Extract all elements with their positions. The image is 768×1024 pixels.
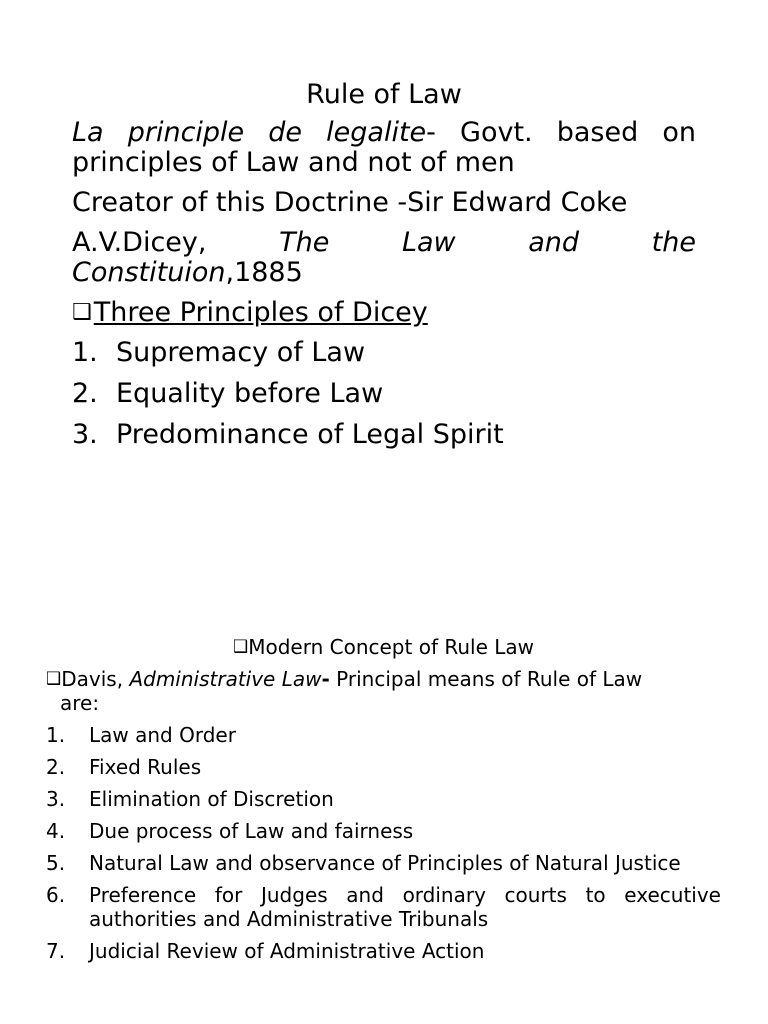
list-item <box>72 379 696 409</box>
book-word: The <box>279 227 330 258</box>
item-text: Preference for Judges and ordinary courts to executive authorities and Administrative Tribunals <box>89 883 721 931</box>
item-text: Natural Law and observance of Principles of Natural Justice <box>89 851 681 875</box>
item-number: 6. <box>46 883 66 907</box>
item-text: Due process of Law and fairness <box>89 819 414 843</box>
item-text: Elimination of Discretion <box>89 787 334 811</box>
dicey-line-1 <box>72 228 696 258</box>
list-item <box>46 851 721 875</box>
item-text: Equality before Law <box>116 378 384 409</box>
item-text: Supremacy of Law <box>116 337 366 368</box>
item-number: 7. <box>46 939 66 963</box>
book-word: Law <box>401 227 456 258</box>
davis-dash: - <box>321 667 330 691</box>
item-number: 4. <box>46 819 66 843</box>
square-bullet-icon: ❑ <box>72 300 92 325</box>
book-word-end: Constituion <box>72 257 226 288</box>
item-number: 2. <box>46 755 66 779</box>
item-text: Law and Order <box>89 723 236 747</box>
dicey-year: ,1885 <box>225 257 303 288</box>
davis-text: Principal means of Rule of Law <box>329 667 643 691</box>
item-number: 3. <box>46 787 66 811</box>
creator-paragraph: Creator of this Doctrine -Sir Edward Coke <box>72 187 628 218</box>
list-item <box>46 939 721 963</box>
book-word: the <box>651 227 696 258</box>
dicey-author: A.V.Dicey, <box>72 227 207 258</box>
davis-author: Davis, <box>61 667 130 691</box>
list-item <box>46 755 721 779</box>
means-list <box>46 723 721 963</box>
slide-rule-of-law <box>72 78 696 461</box>
item-number: 1. <box>46 723 66 747</box>
item-number: 2. <box>72 378 98 409</box>
list-item <box>46 787 721 811</box>
davis-text-cont: are: <box>60 691 100 715</box>
square-bullet-icon: ❑ <box>46 669 62 689</box>
legalite-definition: - Govt. based on principles of Law and not of men <box>72 117 696 178</box>
list-item <box>46 723 721 747</box>
item-number: 3. <box>72 419 98 450</box>
dicey-line-2 <box>72 258 696 288</box>
slide-modern-concept <box>46 634 721 971</box>
dicey-paragraph <box>72 228 696 288</box>
slide-title <box>46 634 721 660</box>
item-number: 1. <box>72 337 98 368</box>
item-text: Predominance of Legal Spirit <box>116 419 504 450</box>
principles-heading <box>72 298 696 328</box>
principles-heading-text: Three Principles of Dicey <box>93 297 428 328</box>
list-item <box>72 420 696 450</box>
book-word: and <box>528 227 580 258</box>
list-item <box>46 819 721 843</box>
slide-title-text: Modern Concept of Rule Law <box>248 635 534 659</box>
list-item <box>72 338 696 368</box>
davis-book: Administrative Law <box>129 667 322 691</box>
legalite-paragraph <box>72 118 696 178</box>
item-text: Fixed Rules <box>89 755 202 779</box>
davis-paragraph <box>46 667 721 715</box>
principles-list <box>72 338 696 450</box>
list-item <box>46 883 721 931</box>
item-text: Judicial Review of Administrative Action <box>89 939 485 963</box>
item-number: 5. <box>46 851 66 875</box>
legalite-term: La principle de legalite <box>72 117 427 148</box>
square-bullet-icon: ❑ <box>232 637 249 657</box>
slide-title: Rule of Law <box>306 79 462 110</box>
